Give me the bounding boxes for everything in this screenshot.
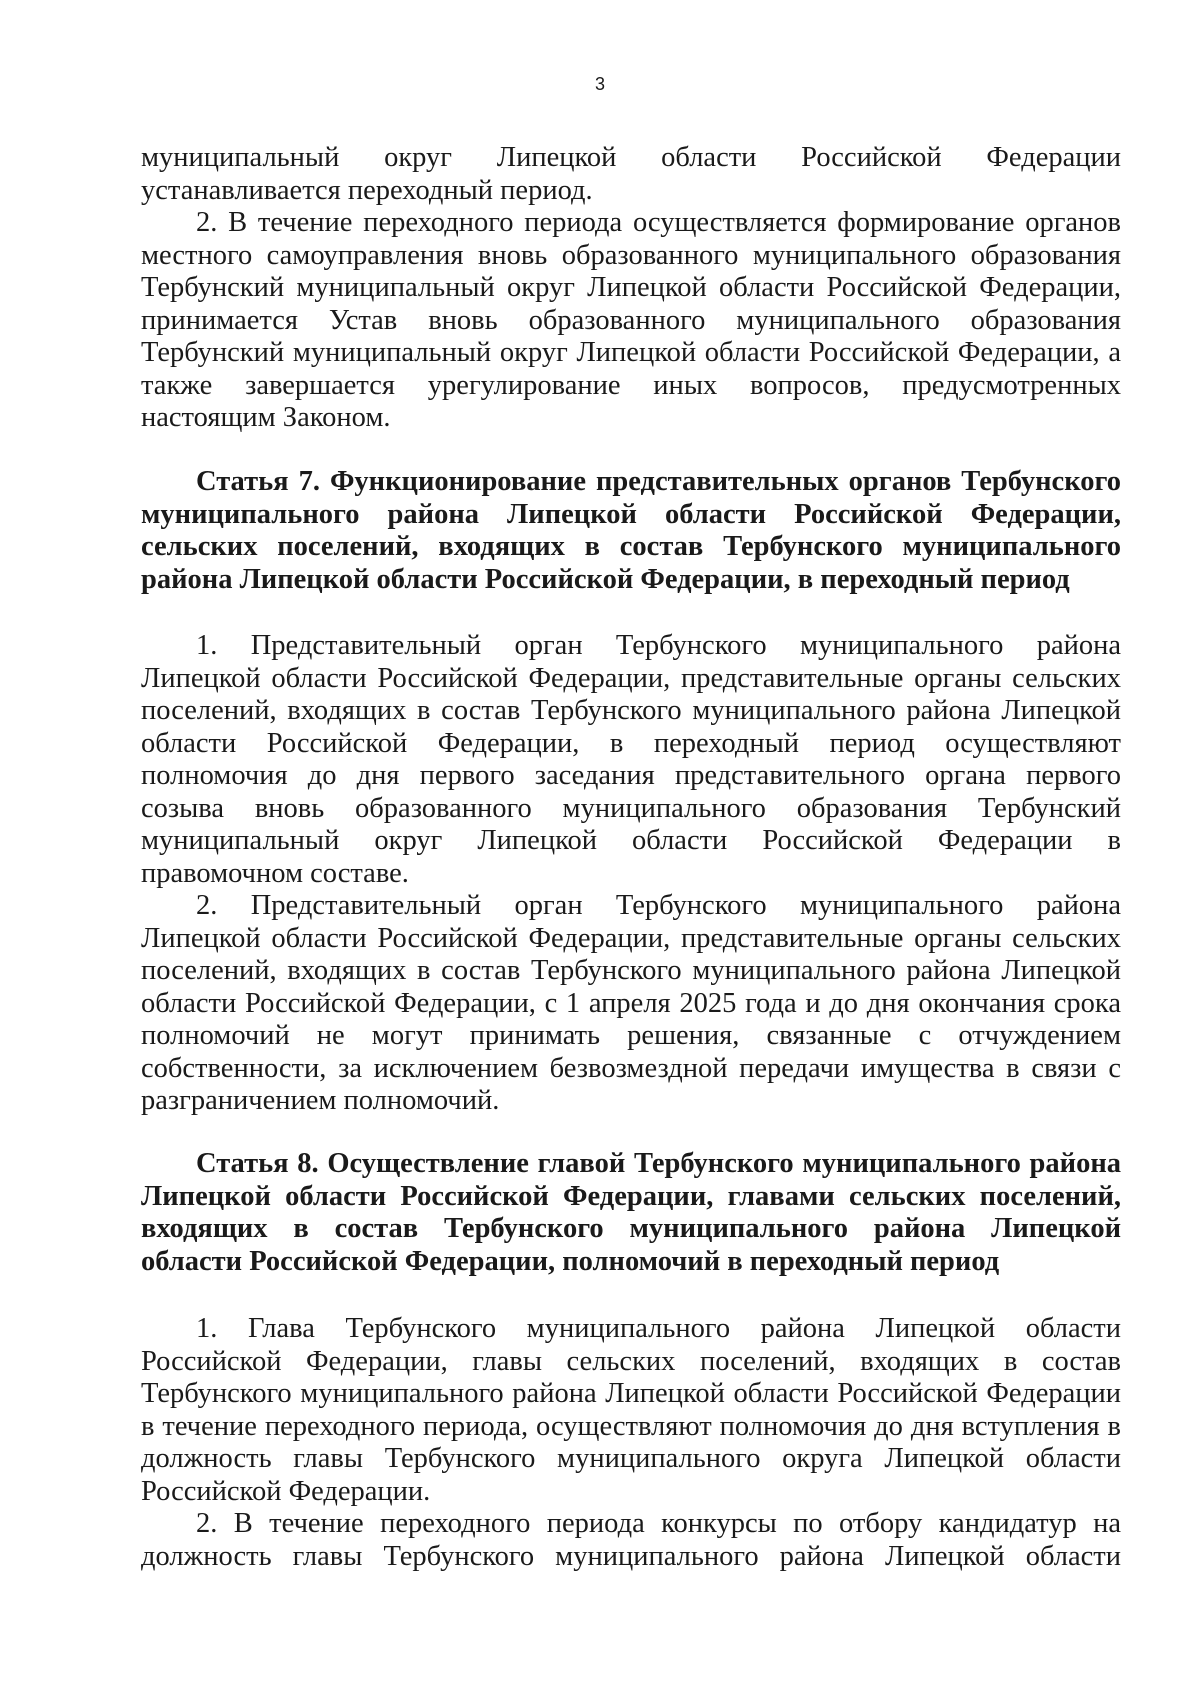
- text-line: должность главы Тербунского муниципального района Липецкой области: [141, 1540, 1121, 1572]
- article7-body: [141, 630, 1121, 1118]
- text-line: устанавливается переходный период.: [141, 174, 593, 206]
- text-line: полномочия до дня первого заседания представительного органа первого: [141, 760, 1121, 791]
- text-line: должность главы Тербунского муниципального округа Липецкой области: [141, 1443, 1121, 1474]
- text-line: правомочном составе.: [141, 857, 409, 889]
- text-line: местного самоуправления вновь образованного муниципального образования: [141, 239, 1121, 271]
- heading-line: входящих в состав Тербунского муниципального района Липецкой: [141, 1213, 1121, 1244]
- heading-line: муниципального района Липецкой области Российской Федерации,: [141, 498, 1121, 530]
- article8-heading: [141, 1148, 1121, 1278]
- text-line: в течение переходного периода, осуществляют полномочия до дня вступления в: [141, 1410, 1121, 1442]
- heading-line: Статья 7. Функционирование представительных органов Тербунского: [196, 466, 1121, 497]
- text-line: настоящим Законом.: [141, 402, 391, 433]
- article8-body: [141, 1313, 1121, 1573]
- text-line: 2. Представительный орган Тербунского муниципального района: [196, 890, 1121, 921]
- text-line: разграничением полномочий.: [141, 1085, 500, 1116]
- text-line: собственности, за исключением безвозмездной передачи имущества в связи с: [141, 1052, 1121, 1084]
- text-line: 1. Представительный орган Тербунского муниципального района: [196, 630, 1121, 661]
- text-line: области Российской Федерации, с 1 апреля 2025 года и до дня окончания срока: [141, 987, 1121, 1019]
- page-number: 3: [594, 74, 605, 94]
- text-line: Тербунский муниципальный округ Липецкой области Российской Федерации, а: [141, 337, 1121, 368]
- text-line: Российской Федерации, главы сельских поселений, входящих в состав: [141, 1345, 1121, 1377]
- text-line: поселений, входящих в состав Тербунского муниципального района Липецкой: [141, 695, 1121, 726]
- heading-line: Статья 8. Осуществление главой Тербунского муниципального района: [196, 1148, 1121, 1179]
- text-line: муниципальный округ Липецкой области Российской Федерации в: [141, 825, 1121, 856]
- text-line: поселений, входящих в состав Тербунского муниципального района Липецкой: [141, 955, 1121, 986]
- heading-line: района Липецкой области Российской Федерации, в переходный период: [141, 563, 1070, 595]
- text-line: Липецкой области Российской Федерации, представительные органы сельских: [141, 922, 1121, 954]
- text-line: области Российской Федерации, в переходный период осуществляют: [141, 727, 1121, 759]
- text-line: полномочий не могут принимать решения, связанные с отчуждением: [141, 1020, 1121, 1051]
- text-line: также завершается урегулирование иных вопросов, предусмотренных: [141, 369, 1121, 401]
- heading-line: области Российской Федерации, полномочий в переходный период: [141, 1245, 1000, 1277]
- heading-line: сельских поселений, входящих в состав Тербунского муниципального: [141, 531, 1121, 562]
- text-line: Липецкой области Российской Федерации, представительные органы сельских: [141, 662, 1121, 694]
- text-line: Тербунского муниципального района Липецкой области Российской Федерации: [141, 1378, 1121, 1409]
- text-line: муниципальный округ Липецкой области Российской Федерации: [141, 142, 1121, 173]
- text-line: созыва вновь образованного муниципального образования Тербунский: [141, 792, 1121, 824]
- text-line: принимается Устав вновь образованного муниципального образования: [141, 304, 1121, 336]
- text-line: 2. В течение переходного периода осуществляется формирование органов: [196, 207, 1121, 238]
- text-line: Тербунский муниципальный округ Липецкой области Российской Федерации,: [141, 272, 1121, 303]
- text-line: Российской Федерации.: [141, 1475, 431, 1507]
- text-line: 1. Глава Тербунского муниципального района Липецкой области: [196, 1313, 1121, 1344]
- text-line: 2. В течение переходного периода конкурсы по отбору кандидатур на: [196, 1508, 1121, 1539]
- article7-heading: [141, 466, 1121, 596]
- heading-line: Липецкой области Российской Федерации, главами сельских поселений,: [141, 1180, 1121, 1212]
- article6-continuation: [141, 142, 1121, 435]
